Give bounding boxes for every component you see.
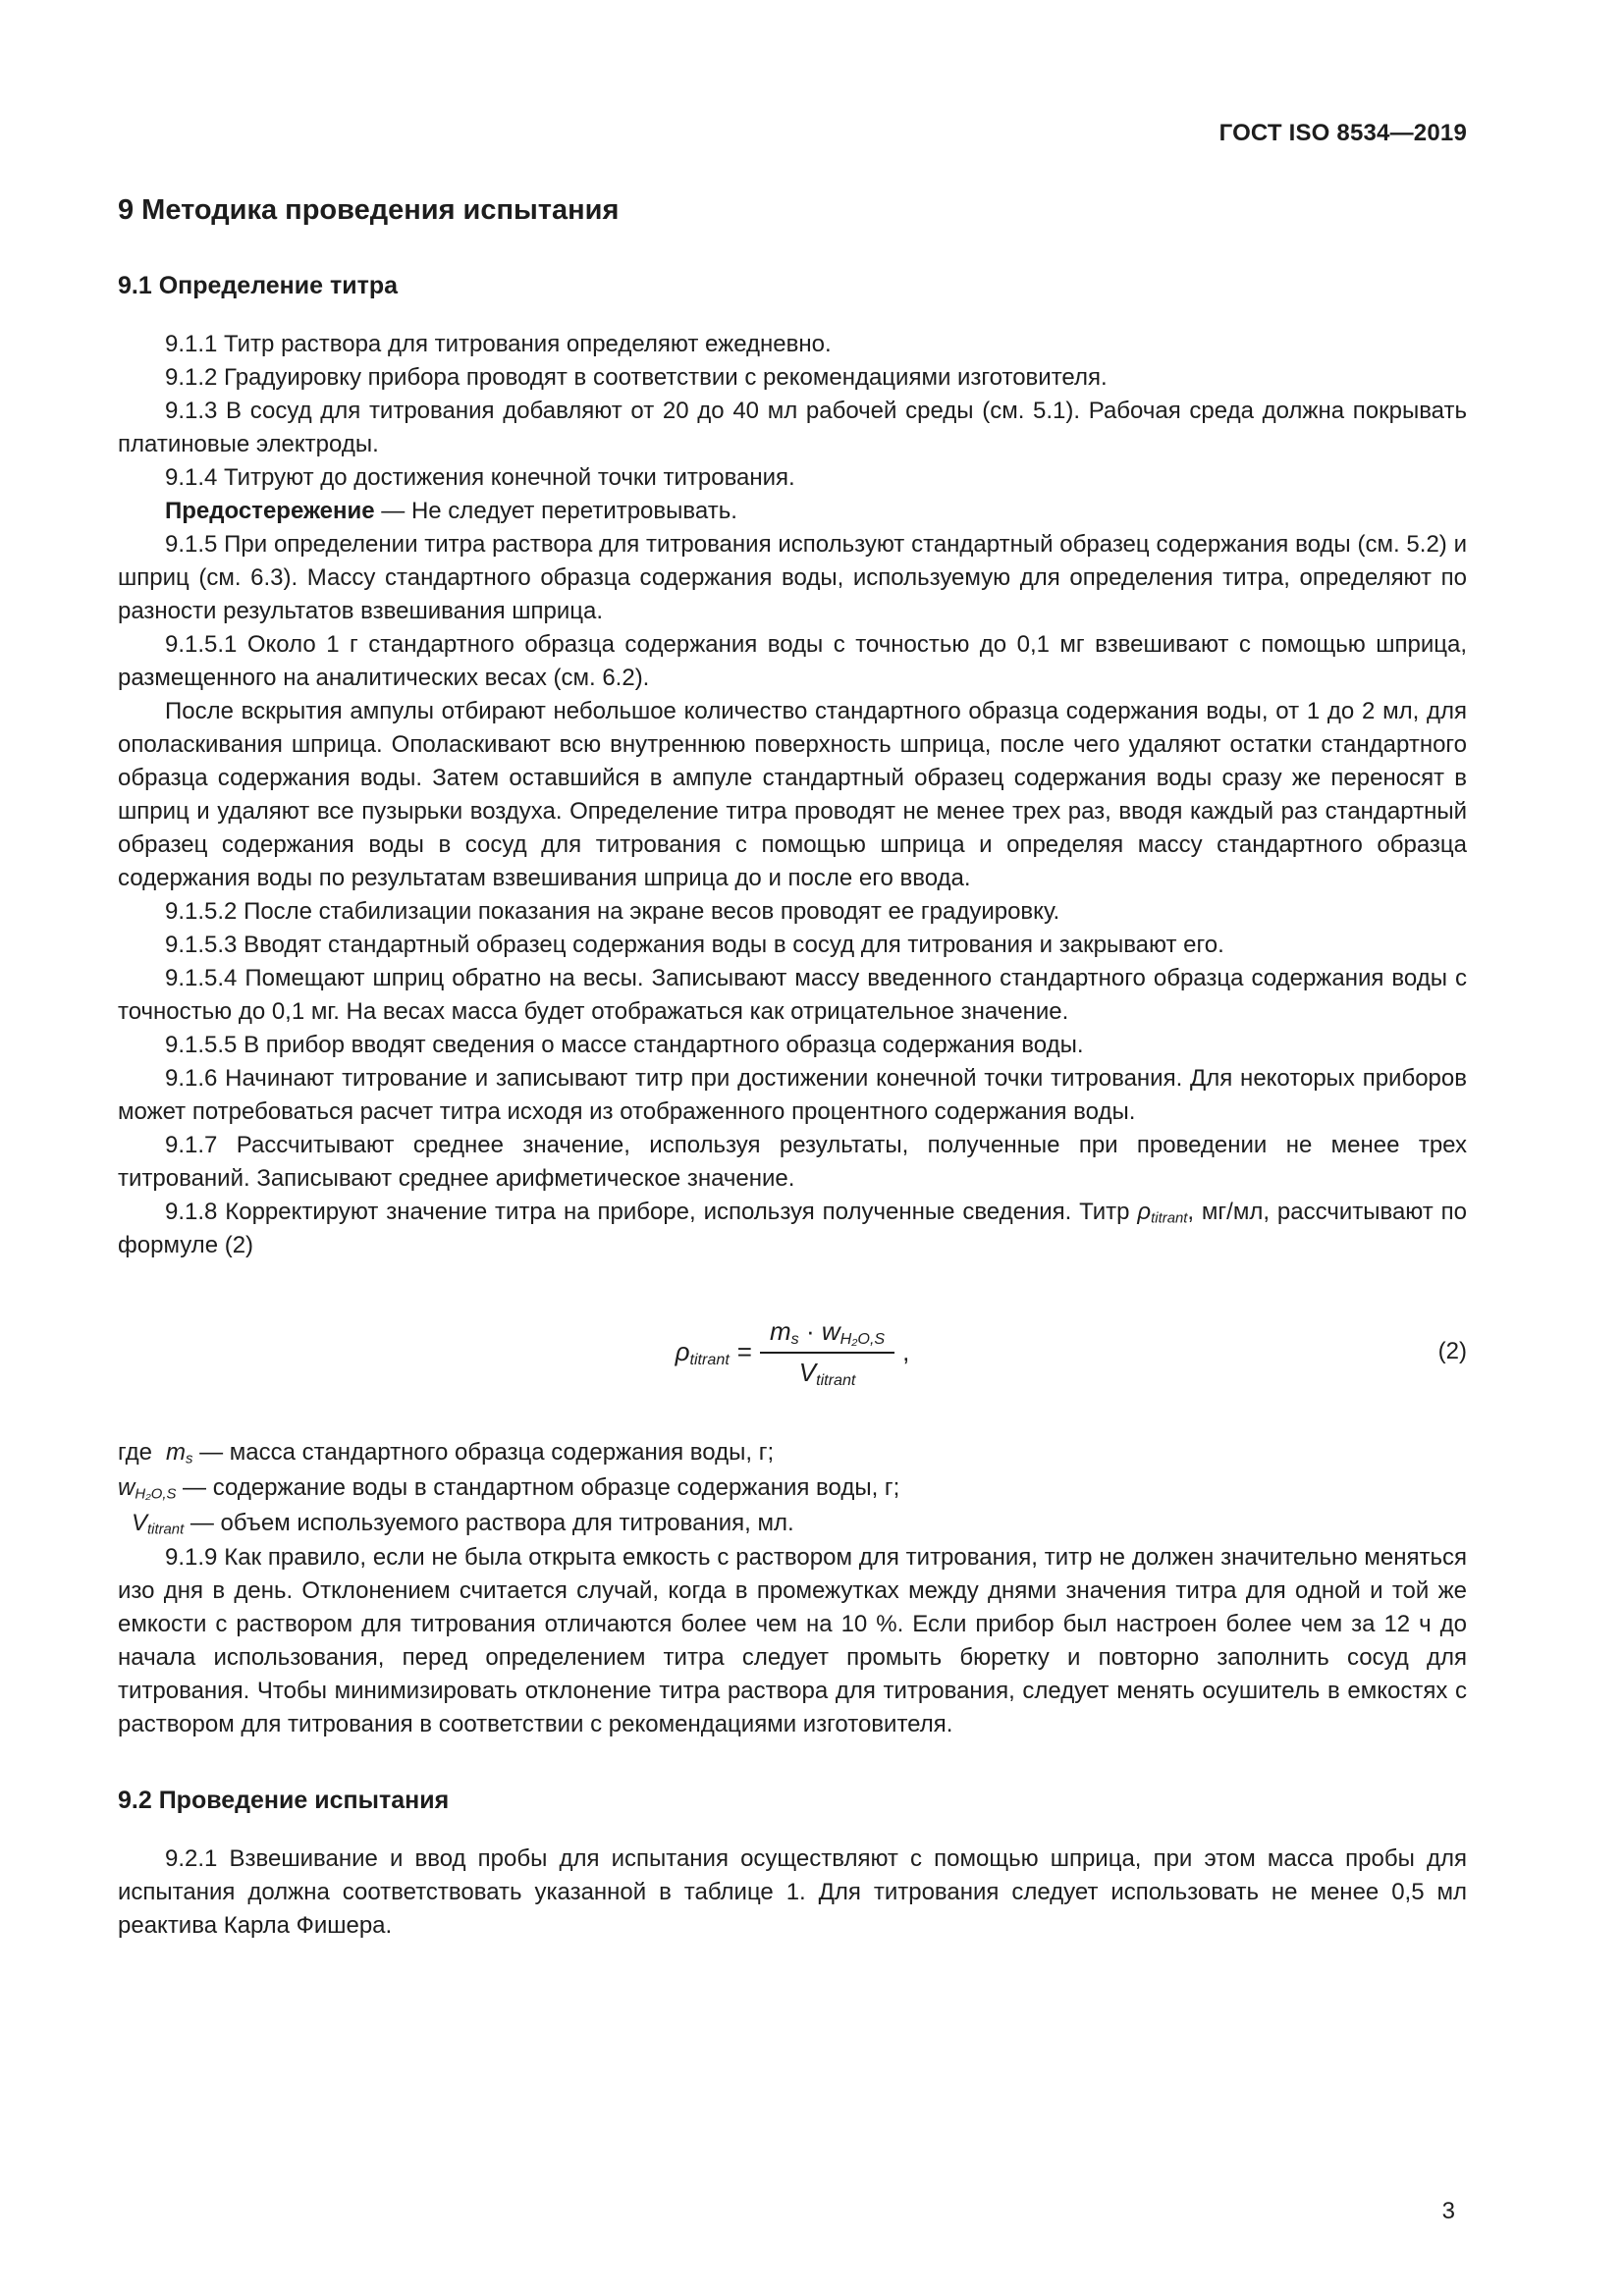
equals-sign: =: [736, 1336, 752, 1366]
para-9-1-5-4: 9.1.5.4 Помещают шприц обратно на весы. Записывают массу введенного стандартного образца содержания воды с точностью до 0,1 мг. На весах масса будет отображаться как отрицательное значение.: [118, 965, 1467, 1025]
page-content: [118, 120, 1467, 1943]
multiplication-dot: ·: [805, 1315, 815, 1346]
formula-lhs: $\rho_{titrant}$: [675, 1336, 730, 1368]
formula-block: [118, 1298, 1467, 1406]
para-9-1-7: 9.1.7 Рассчитывают среднее значение, используя результаты, полученные при проведении не менее трех титрований. Записывают среднее арифметическое значение.: [118, 1132, 1467, 1192]
fraction: [760, 1316, 894, 1388]
definition-ms-text: — масса стандартного образца содержания воды, г;: [192, 1439, 775, 1466]
term-ms: $m_s$: [166, 1439, 193, 1468]
para-9-1-5-2: 9.1.5.2 После стабилизации показания на экране весов проводят ее градуировку.: [165, 898, 1060, 925]
definition-ms: [118, 1435, 1467, 1470]
para-9-1-8-text-b: , мг/мл, рассчитывают по формуле (2): [118, 1199, 1467, 1258]
fraction-denominator: $V_{titrant}$: [798, 1357, 856, 1389]
formula-titer: [118, 1298, 1467, 1406]
para-caution: [118, 495, 1467, 528]
section-9-2-title: 9.2 Проведение испытания: [118, 1787, 450, 1814]
term-v: $V_{titrant}$: [132, 1510, 185, 1538]
definition-w-text: — содержание воды в стандартном образце содержания воды, г;: [176, 1474, 900, 1501]
definition-w: [118, 1470, 1467, 1506]
para-9-1-5-3: 9.1.5.3 Вводят стандартный образец содержания воды в сосуд для титрования и закрывают его.: [165, 932, 1224, 958]
page-number: 3: [1441, 2198, 1455, 2224]
where-label: где: [118, 1439, 153, 1466]
para-9-1-8-text-a: 9.1.8 Корректируют значение титра на приборе, используя полученные сведения. Титр: [165, 1199, 1138, 1225]
section-9-title: 9 Методика проведения испытания: [118, 194, 620, 226]
fraction-numerator: $m_s \cdot w_{H_2O,S}$: [760, 1316, 894, 1354]
formula-number: (2): [1437, 1338, 1467, 1364]
para-9-2-1: 9.2.1 Взвешивание и ввод пробы для испытания осуществляют с помощью шприца, при этом масса пробы для испытания должна соответствовать указанной в таблице 1. Для титрования следует использовать не менее 0,5 мл реактива Карла Фишера.: [118, 1845, 1467, 1939]
para-9-1-8: [118, 1196, 1467, 1262]
para-9-1-2: 9.1.2 Градуировку прибора проводят в соответствии с рекомендациями изготовителя.: [165, 364, 1108, 391]
definition-v-text: — объем используемого раствора для титрования, мл.: [184, 1510, 794, 1536]
para-9-1-5-1: 9.1.5.1 Около 1 г стандартного образца содержания воды с точностью до 0,1 мг взвешивают с помощью шприца, размещенного на аналитических весах (см. 6.2).: [118, 631, 1467, 691]
para-9-1-3: 9.1.3 В сосуд для титрования добавляют от 20 до 40 мл рабочей среды (см. 5.1). Рабочая среда должна покрывать платиновые электроды.: [118, 398, 1467, 457]
para-9-1-9: 9.1.9 Как правило, если не была открыта емкость с раствором для титрования, титр не должен значительно меняться изо дня в день. Отклонением считается случай, когда в промежутках между днями значения титра для одной и той же емкости с раствором для титрования отличаются более чем на 10 %. Если прибор был настроен более чем за 12 ч до начала использования, перед определением титра следует промыть бюретку и повторно заполнить сосуд для титрования. Чтобы минимизировать отклонение титра раствора для титрования, следует менять осушитель в емкостях с раствором для титрования в соответствии с рекомендациями изготовителя.: [118, 1544, 1467, 1737]
para-9-1-6: 9.1.6 Начинают титрование и записывают титр при достижении конечной точки титрования. Для некоторых приборов может потребоваться расчет титра исходя из отображенного процентного содержания воды.: [118, 1065, 1467, 1125]
rho-titrant-inline: $\rho_{titrant}$: [1137, 1199, 1188, 1227]
term-w: $w_{H_2O,S}$: [118, 1474, 177, 1503]
definition-v: [118, 1506, 1467, 1541]
para-9-1-5-1-cont: После вскрытия ампулы отбирают небольшое количество стандартного образца содержания воды, от 1 до 2 мл, для ополаскивания шприца. Ополаскивают всю внутреннюю поверхность шприца, после чего удаляют остатки стандартного образца содержания воды. Затем оставшийся в ампуле стандартный образец содержания воды сразу же переносят в шприц и удаляют все пузырьки воздуха. Определение титра проводят не менее трех раз, вводя каждый раз стандартный образец содержания воды в сосуд для титрования с помощью шприца и определяя массу стандартного образца содержания воды по результатам взвешивания шприца до и после его ввода.: [118, 698, 1467, 891]
para-9-1-1: 9.1.1 Титр раствора для титрования определяют ежедневно.: [165, 331, 832, 357]
caution-text: — Не следует перетитровывать.: [374, 498, 737, 524]
para-9-1-5-5: 9.1.5.5 В прибор вводят сведения о массе стандартного образца содержания воды.: [165, 1032, 1084, 1058]
para-9-1-4: 9.1.4 Титруют до достижения конечной точки титрования.: [165, 464, 795, 491]
caution-label: Предостережение: [165, 498, 375, 524]
doc-code-header: ГОСТ ISO 8534—2019: [1218, 120, 1467, 146]
section-9-1-title: 9.1 Определение титра: [118, 272, 398, 299]
formula-comma: ,: [902, 1336, 910, 1366]
para-9-1-5: 9.1.5 При определении титра раствора для титрования используют стандартный образец содержания воды (см. 5.2) и шприц (см. 6.3). Массу стандартного образца содержания воды, используемую для определения титра, определяют по разности результатов взвешивания шприца.: [118, 531, 1467, 624]
